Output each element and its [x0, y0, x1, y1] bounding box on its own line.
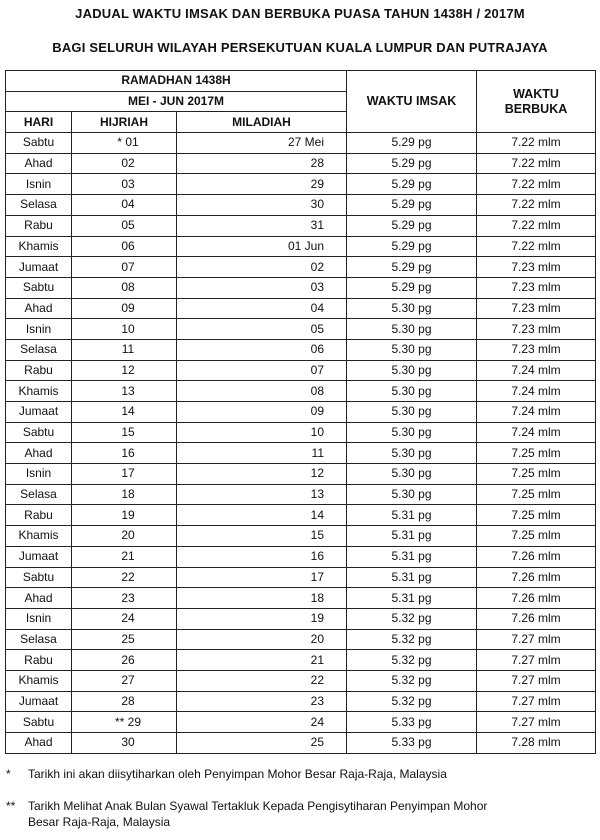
- table-row: [6, 174, 596, 195]
- table-row: [6, 257, 596, 278]
- miladiah-cell: 08: [177, 381, 347, 402]
- miladiah-cell: 22: [177, 670, 347, 691]
- miladiah-cell: 02: [177, 257, 347, 278]
- hijriah-cell: 05: [72, 215, 177, 236]
- hijriah-cell: 28: [72, 691, 177, 712]
- imsak-cell: 5.30 pg: [347, 360, 477, 381]
- imsak-cell: 5.29 pg: [347, 257, 477, 278]
- miladiah-cell: 14: [177, 505, 347, 526]
- berbuka-cell: 7.25 mlm: [477, 464, 596, 485]
- imsak-cell: 5.32 pg: [347, 608, 477, 629]
- table-row: [6, 319, 596, 340]
- document-title: JADUAL WAKTU IMSAK DAN BERBUKA PUASA TAHUN 1438H / 2017M: [75, 6, 525, 21]
- hari-cell: Selasa: [6, 339, 72, 360]
- hari-cell: Ahad: [6, 298, 72, 319]
- berbuka-cell: 7.27 mlm: [477, 629, 596, 650]
- hijriah-cell: 08: [72, 277, 177, 298]
- berbuka-cell: 7.23 mlm: [477, 277, 596, 298]
- hijriah-cell: 24: [72, 608, 177, 629]
- table-row: [6, 588, 596, 609]
- hari-cell: Jumaat: [6, 257, 72, 278]
- table-row: [6, 381, 596, 402]
- table-row: [6, 733, 596, 754]
- hari-cell: Sabtu: [6, 422, 72, 443]
- hijriah-cell: 16: [72, 443, 177, 464]
- berbuka-cell: 7.23 mlm: [477, 319, 596, 340]
- footnote-2-mark: **: [6, 799, 16, 813]
- header-row-ramadhan: [6, 71, 596, 92]
- imsak-cell: 5.31 pg: [347, 567, 477, 588]
- table-row: [6, 608, 596, 629]
- berbuka-cell: 7.22 mlm: [477, 195, 596, 216]
- hari-cell: Isnin: [6, 608, 72, 629]
- footnote-1: [6, 766, 596, 784]
- table-row: [6, 402, 596, 423]
- imsak-cell: 5.30 pg: [347, 484, 477, 505]
- berbuka-cell: 7.25 mlm: [477, 526, 596, 547]
- imsak-cell: 5.29 pg: [347, 215, 477, 236]
- imsak-cell: 5.29 pg: [347, 195, 477, 216]
- hijriah-cell: 19: [72, 505, 177, 526]
- hari-cell: Rabu: [6, 215, 72, 236]
- hari-cell: Rabu: [6, 505, 72, 526]
- berbuka-cell: 7.27 mlm: [477, 712, 596, 733]
- berbuka-cell: 7.24 mlm: [477, 422, 596, 443]
- berbuka-cell: 7.22 mlm: [477, 153, 596, 174]
- hari-cell: Isnin: [6, 464, 72, 485]
- hijriah-cell: 12: [72, 360, 177, 381]
- miladiah-cell: 16: [177, 546, 347, 567]
- berbuka-cell: 7.25 mlm: [477, 505, 596, 526]
- berbuka-cell: 7.26 mlm: [477, 567, 596, 588]
- table-row: [6, 195, 596, 216]
- hari-cell: Jumaat: [6, 691, 72, 712]
- hijriah-cell: 13: [72, 381, 177, 402]
- table-row: [6, 422, 596, 443]
- imsak-cell: 5.30 pg: [347, 402, 477, 423]
- table-row: [6, 691, 596, 712]
- table-row: [6, 298, 596, 319]
- table-row: [6, 133, 596, 154]
- hari-header: HARI: [6, 112, 72, 133]
- table-row: [6, 526, 596, 547]
- table-row: [6, 670, 596, 691]
- berbuka-header-text: WAKTU BERBUKA: [504, 86, 568, 116]
- miladiah-cell: 06: [177, 339, 347, 360]
- hari-cell: Jumaat: [6, 546, 72, 567]
- imsak-header: WAKTU IMSAK: [347, 71, 477, 133]
- berbuka-cell: 7.24 mlm: [477, 402, 596, 423]
- hijriah-cell: 18: [72, 484, 177, 505]
- miladiah-cell: 03: [177, 277, 347, 298]
- berbuka-cell: 7.22 mlm: [477, 133, 596, 154]
- miladiah-cell: 21: [177, 650, 347, 671]
- imsak-cell: 5.30 pg: [347, 381, 477, 402]
- hari-cell: Khamis: [6, 381, 72, 402]
- miladiah-cell: 31: [177, 215, 347, 236]
- table-row: [6, 464, 596, 485]
- table-row: [6, 484, 596, 505]
- hijriah-cell: * 01: [72, 133, 177, 154]
- berbuka-cell: 7.27 mlm: [477, 691, 596, 712]
- imsak-cell: 5.33 pg: [347, 733, 477, 754]
- hijriah-cell: 27: [72, 670, 177, 691]
- miladiah-cell: 10: [177, 422, 347, 443]
- berbuka-cell: 7.25 mlm: [477, 484, 596, 505]
- imsak-cell: 5.30 pg: [347, 443, 477, 464]
- berbuka-cell: 7.27 mlm: [477, 650, 596, 671]
- hari-cell: Sabtu: [6, 133, 72, 154]
- hijriah-cell: 20: [72, 526, 177, 547]
- schedule-table: [5, 70, 596, 754]
- table-row: [6, 567, 596, 588]
- hijriah-cell: 23: [72, 588, 177, 609]
- hijriah-cell: 14: [72, 402, 177, 423]
- document-subtitle: BAGI SELURUH WILAYAH PERSEKUTUAN KUALA LUMPUR DAN PUTRAJAYA: [52, 40, 548, 55]
- miladiah-cell: 04: [177, 298, 347, 319]
- table-row: [6, 277, 596, 298]
- footnote-1-mark: *: [6, 767, 11, 781]
- imsak-cell: 5.29 pg: [347, 277, 477, 298]
- berbuka-cell: 7.23 mlm: [477, 339, 596, 360]
- berbuka-cell: 7.22 mlm: [477, 236, 596, 257]
- imsak-cell: 5.32 pg: [347, 629, 477, 650]
- footnote-2-text: Tarikh Melihat Anak Bulan Syawal Tertakluk Kepada Pengisytiharan Penyimpan Mohor Besar Raja-Raja, Malaysia: [28, 799, 488, 829]
- hari-cell: Khamis: [6, 526, 72, 547]
- table-row: [6, 546, 596, 567]
- hijriah-cell: 09: [72, 298, 177, 319]
- imsak-cell: 5.30 pg: [347, 298, 477, 319]
- berbuka-cell: 7.28 mlm: [477, 733, 596, 754]
- month-header: MEI - JUN 2017M: [6, 91, 347, 112]
- hari-cell: Rabu: [6, 360, 72, 381]
- hari-cell: Sabtu: [6, 567, 72, 588]
- miladiah-cell: 29: [177, 174, 347, 195]
- berbuka-header: [477, 71, 596, 133]
- miladiah-cell: 27 Mei: [177, 133, 347, 154]
- miladiah-cell: 07: [177, 360, 347, 381]
- imsak-cell: 5.31 pg: [347, 588, 477, 609]
- miladiah-cell: 23: [177, 691, 347, 712]
- hijriah-cell: 11: [72, 339, 177, 360]
- imsak-cell: 5.32 pg: [347, 650, 477, 671]
- imsak-cell: 5.30 pg: [347, 339, 477, 360]
- berbuka-cell: 7.27 mlm: [477, 670, 596, 691]
- berbuka-cell: 7.26 mlm: [477, 608, 596, 629]
- miladiah-cell: 11: [177, 443, 347, 464]
- hari-cell: Jumaat: [6, 402, 72, 423]
- miladiah-cell: 24: [177, 712, 347, 733]
- hijriah-cell: 06: [72, 236, 177, 257]
- miladiah-cell: 19: [177, 608, 347, 629]
- hijriah-cell: 25: [72, 629, 177, 650]
- imsak-cell: 5.30 pg: [347, 464, 477, 485]
- miladiah-cell: 13: [177, 484, 347, 505]
- hijriah-cell: 10: [72, 319, 177, 340]
- hijriah-cell: 04: [72, 195, 177, 216]
- table-row: [6, 360, 596, 381]
- berbuka-cell: 7.22 mlm: [477, 174, 596, 195]
- hijriah-cell: 26: [72, 650, 177, 671]
- imsak-cell: 5.33 pg: [347, 712, 477, 733]
- berbuka-cell: 7.26 mlm: [477, 588, 596, 609]
- imsak-cell: 5.29 pg: [347, 236, 477, 257]
- miladiah-cell: 15: [177, 526, 347, 547]
- miladiah-cell: 28: [177, 153, 347, 174]
- miladiah-cell: 25: [177, 733, 347, 754]
- hijriah-cell: 21: [72, 546, 177, 567]
- hari-cell: Rabu: [6, 650, 72, 671]
- imsak-cell: 5.29 pg: [347, 133, 477, 154]
- berbuka-cell: 7.24 mlm: [477, 360, 596, 381]
- miladiah-cell: 17: [177, 567, 347, 588]
- hari-cell: Sabtu: [6, 277, 72, 298]
- berbuka-cell: 7.23 mlm: [477, 298, 596, 319]
- table-row: [6, 505, 596, 526]
- schedule-body: [6, 133, 596, 754]
- table-row: [6, 629, 596, 650]
- hijriah-header: HIJRIAH: [72, 112, 177, 133]
- miladiah-cell: 12: [177, 464, 347, 485]
- hijriah-cell: ** 29: [72, 712, 177, 733]
- hari-cell: Selasa: [6, 629, 72, 650]
- hari-cell: Selasa: [6, 484, 72, 505]
- table-row: [6, 712, 596, 733]
- hijriah-cell: 30: [72, 733, 177, 754]
- miladiah-cell: 05: [177, 319, 347, 340]
- imsak-cell: 5.29 pg: [347, 174, 477, 195]
- hari-cell: Isnin: [6, 319, 72, 340]
- hari-cell: Ahad: [6, 733, 72, 754]
- hijriah-cell: 17: [72, 464, 177, 485]
- hari-cell: Isnin: [6, 174, 72, 195]
- hari-cell: Khamis: [6, 670, 72, 691]
- table-row: [6, 153, 596, 174]
- hari-cell: Selasa: [6, 195, 72, 216]
- imsak-cell: 5.31 pg: [347, 526, 477, 547]
- table-row: [6, 339, 596, 360]
- berbuka-cell: 7.24 mlm: [477, 381, 596, 402]
- imsak-cell: 5.31 pg: [347, 546, 477, 567]
- hari-cell: Khamis: [6, 236, 72, 257]
- footnote-1-text: Tarikh ini akan diisytiharkan oleh Penyimpan Mohor Besar Raja-Raja, Malaysia: [28, 767, 447, 781]
- hari-cell: Ahad: [6, 588, 72, 609]
- miladiah-cell: 20: [177, 629, 347, 650]
- berbuka-cell: 7.25 mlm: [477, 443, 596, 464]
- hijriah-cell: 07: [72, 257, 177, 278]
- hijriah-cell: 22: [72, 567, 177, 588]
- miladiah-cell: 09: [177, 402, 347, 423]
- hijriah-cell: 03: [72, 174, 177, 195]
- miladiah-cell: 18: [177, 588, 347, 609]
- table-row: [6, 443, 596, 464]
- miladiah-cell: 30: [177, 195, 347, 216]
- hari-cell: Sabtu: [6, 712, 72, 733]
- imsak-cell: 5.31 pg: [347, 505, 477, 526]
- table-row: [6, 215, 596, 236]
- footnote-2: [6, 798, 596, 834]
- miladiah-cell: 01 Jun: [177, 236, 347, 257]
- hijriah-cell: 02: [72, 153, 177, 174]
- imsak-cell: 5.32 pg: [347, 691, 477, 712]
- hijriah-cell: 15: [72, 422, 177, 443]
- miladiah-header: MILADIAH: [177, 112, 347, 133]
- ramadhan-header: RAMADHAN 1438H: [6, 71, 347, 92]
- berbuka-cell: 7.22 mlm: [477, 215, 596, 236]
- table-row: [6, 650, 596, 671]
- berbuka-cell: 7.26 mlm: [477, 546, 596, 567]
- imsak-cell: 5.32 pg: [347, 670, 477, 691]
- hari-cell: Ahad: [6, 443, 72, 464]
- table-row: [6, 236, 596, 257]
- imsak-cell: 5.29 pg: [347, 153, 477, 174]
- imsak-cell: 5.30 pg: [347, 422, 477, 443]
- hari-cell: Ahad: [6, 153, 72, 174]
- imsak-cell: 5.30 pg: [347, 319, 477, 340]
- berbuka-cell: 7.23 mlm: [477, 257, 596, 278]
